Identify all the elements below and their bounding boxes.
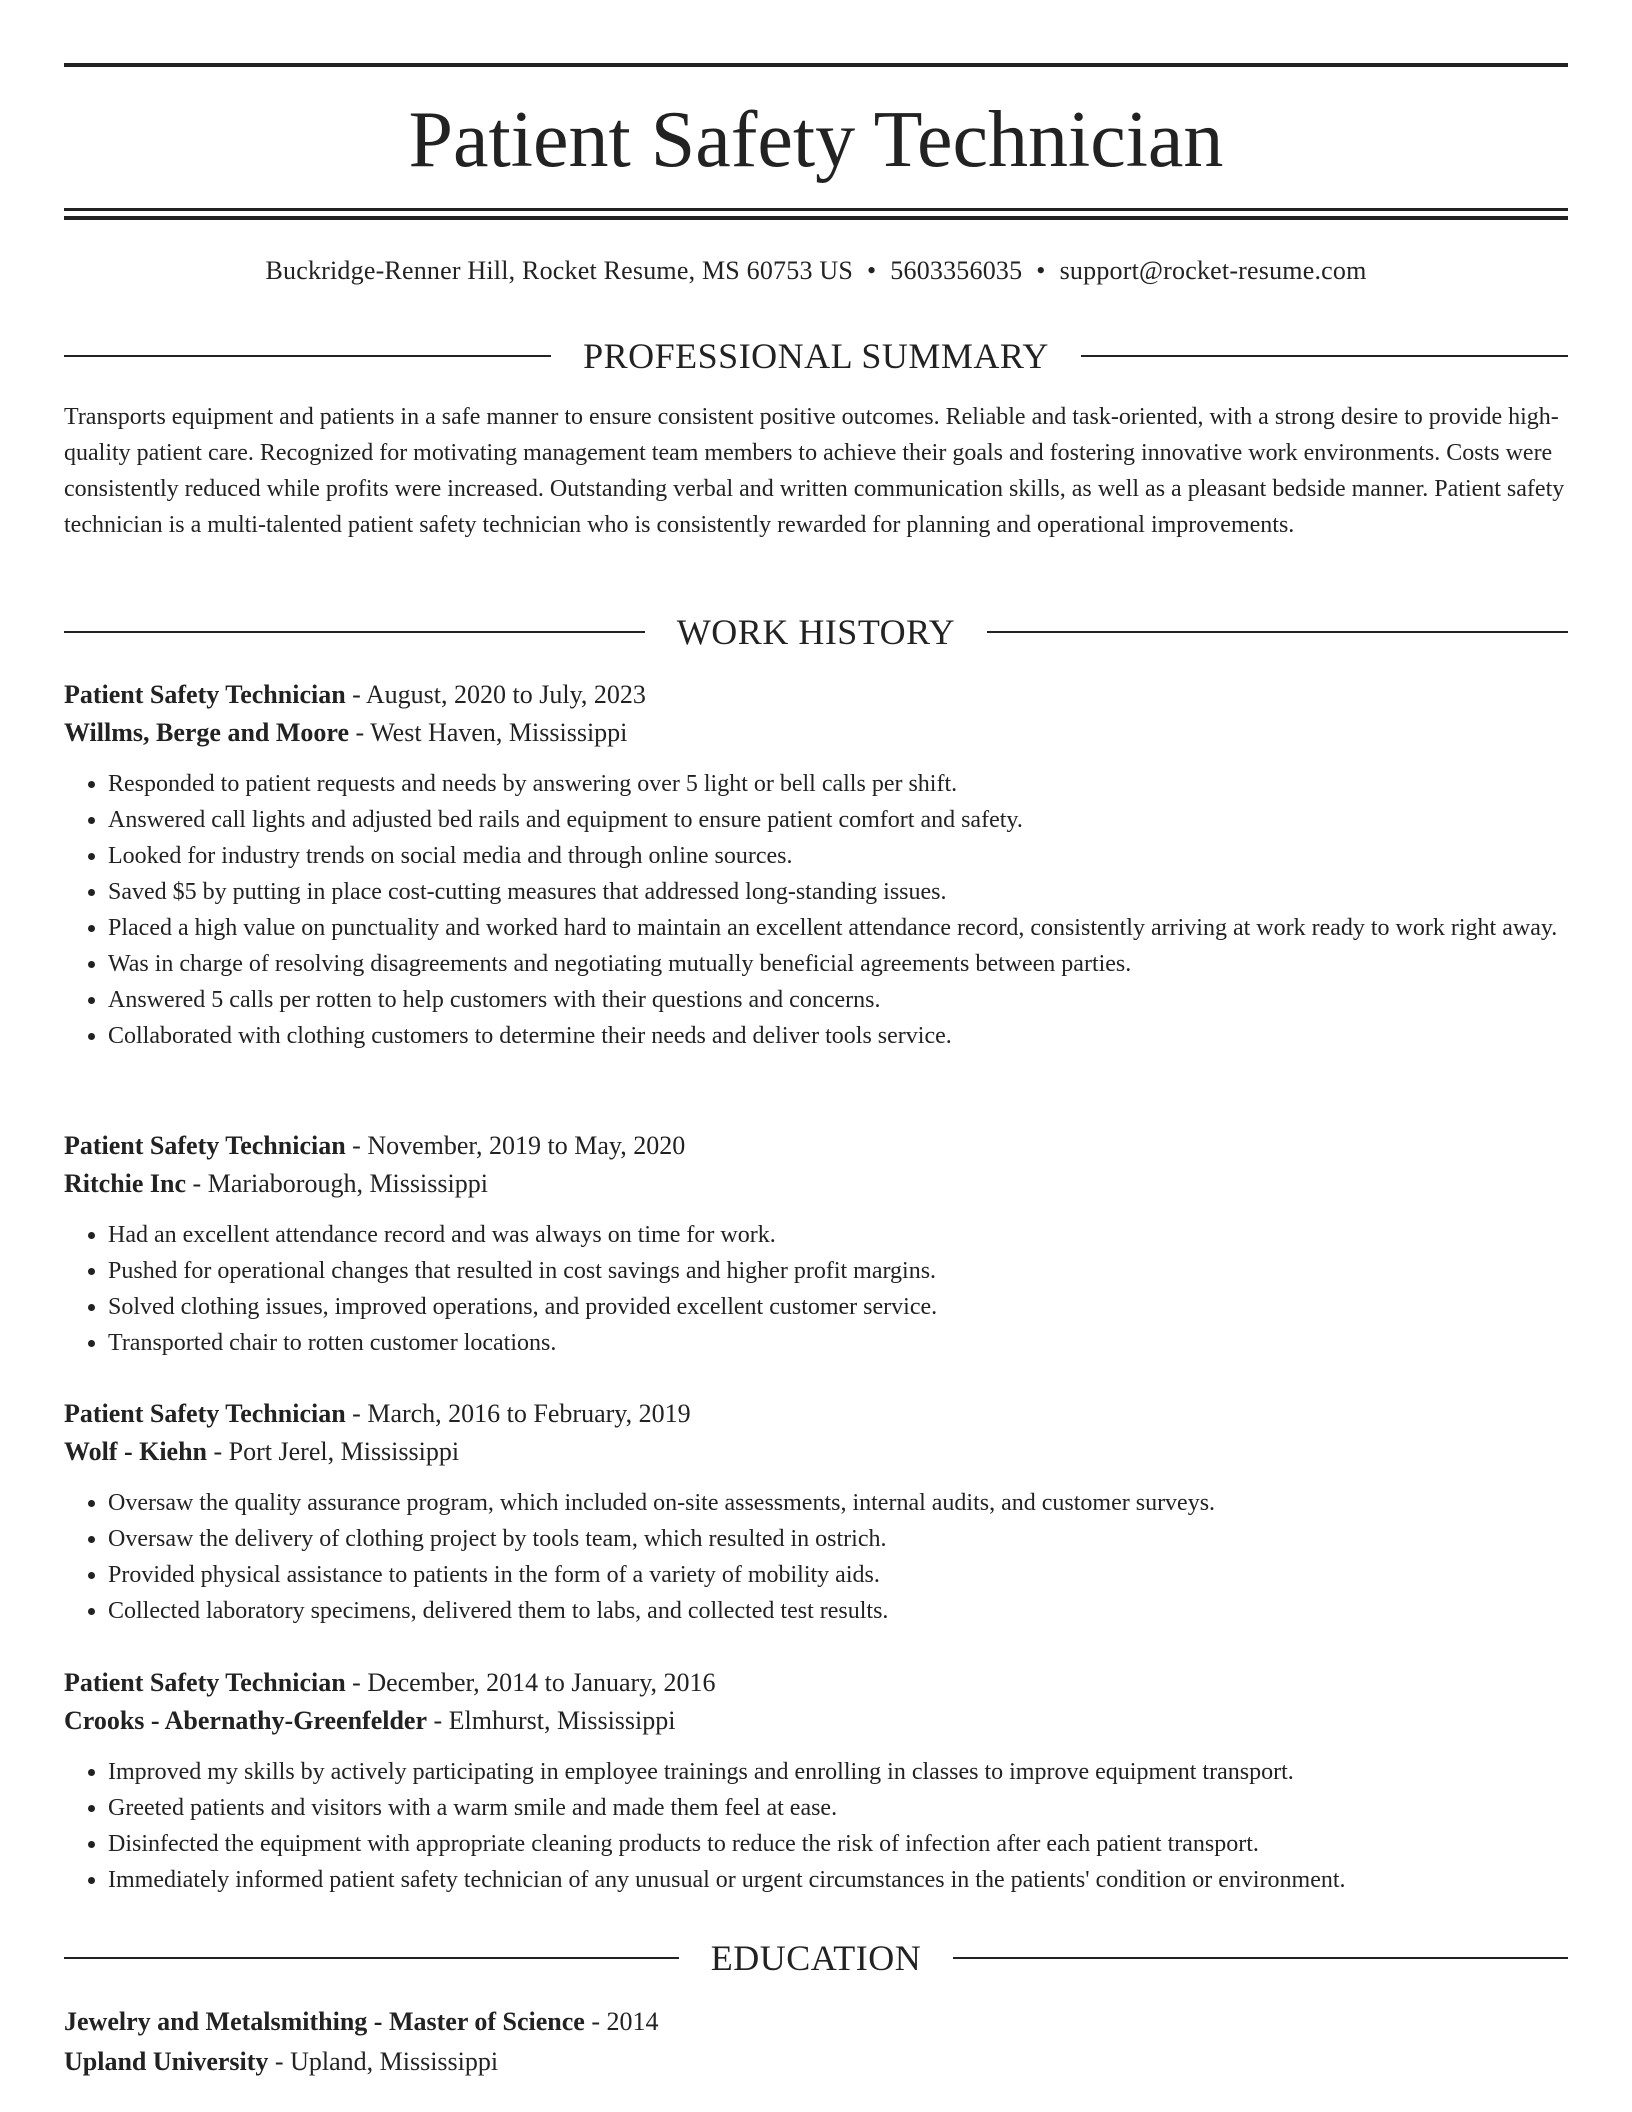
job-title: Patient Safety Technician: [64, 1131, 346, 1160]
header-top-rule: [64, 63, 1568, 67]
job-company: Willms, Berge and Moore: [64, 718, 350, 747]
list-item: • Immediately informed patient safety technician of any unusual or urgent circumstances in the patients' condition or environment.: [108, 1862, 1568, 1898]
contact-phone: 5603356035: [890, 256, 1023, 285]
job-entry: [64, 676, 1568, 1054]
list-item: • Pushed for operational changes that resulted in cost savings and higher profit margins.: [108, 1253, 1568, 1289]
section-rule-right: [953, 1957, 1568, 1959]
list-item: • Answered call lights and adjusted bed rails and equipment to ensure patient comfort and safety.: [108, 802, 1568, 838]
job-entry: [64, 1664, 1568, 1898]
job-location: - Elmhurst, Mississippi: [427, 1706, 676, 1735]
section-rule-right: [1081, 355, 1568, 357]
list-item: • Provided physical assistance to patients in the form of a variety of mobility aids.: [108, 1557, 1568, 1593]
section-rule-right: [987, 631, 1568, 633]
job-title-line: [64, 1664, 1568, 1702]
education-entry: [64, 2002, 1568, 2082]
section-title: WORK HISTORY: [676, 612, 956, 652]
page-title: Patient Safety Technician: [408, 96, 1224, 184]
section-rule-left: [64, 355, 551, 357]
list-item: • Oversaw the delivery of clothing project by tools team, which resulted in ostrich.: [108, 1521, 1568, 1557]
list-item: • Answered 5 calls per rotten to help customers with their questions and concerns.: [108, 982, 1568, 1018]
education-location: - Upland, Mississippi: [268, 2047, 499, 2076]
job-entry: [64, 1127, 1568, 1361]
summary-text: Transports equipment and patients in a safe manner to ensure consistent positive outcomes. Reliable and task-oriented, with a strong desire to provide high-quality patient care. Recognized for motivating management team members to achieve their goals and fostering innovative work environments. Costs were consistently reduced while profits were increased. Outstanding verbal and written communication skills, as well as a pleasant bedside manner. Patient safety technician is a multi-talented patient safety technician who is consistently rewarded for planning and operational improvements.: [64, 404, 1565, 538]
job-location: - Mariaborough, Mississippi: [186, 1169, 488, 1198]
header-bottom-rule: [64, 208, 1568, 211]
job-title: Patient Safety Technician: [64, 680, 346, 709]
job-dates: - August, 2020 to July, 2023: [345, 680, 646, 709]
job-title-line: [64, 1127, 1568, 1165]
list-item: • Collected laboratory specimens, delivered them to labs, and collected test results.: [108, 1593, 1568, 1629]
contact-line: [64, 253, 1568, 289]
job-location: - Port Jerel, Mississippi: [207, 1437, 460, 1466]
job-dates: - December, 2014 to January, 2016: [345, 1668, 716, 1697]
section-heading-work-history: [64, 610, 1568, 654]
job-title: Patient Safety Technician: [64, 1668, 346, 1697]
job-company: Ritchie Inc: [64, 1169, 187, 1198]
education-degree: Jewelry and Metalsmithing - Master of Science: [64, 2007, 585, 2036]
section-rule-left: [64, 1957, 679, 1959]
education-year: - 2014: [584, 2007, 659, 2036]
contact-address: Buckridge-Renner Hill, Rocket Resume, MS 60753 US: [265, 256, 853, 285]
job-company: Wolf - Kiehn: [64, 1437, 208, 1466]
job-bullets: [64, 1217, 1568, 1361]
job-title-line: [64, 1395, 1568, 1433]
list-item: • Responded to patient requests and needs by answering over 5 light or bell calls per shift.: [108, 766, 1568, 802]
list-item: • Disinfected the equipment with appropriate cleaning products to reduce the risk of infection after each patient transport.: [108, 1826, 1568, 1862]
job-bullets: [64, 1754, 1568, 1898]
section-rule-left: [64, 631, 645, 633]
list-item: • Placed a high value on punctuality and worked hard to maintain an excellent attendance record, consistently arriving at work ready to work right away.: [108, 910, 1568, 946]
job-title-line: [64, 676, 1568, 714]
header-bottom-rule-thick: [64, 216, 1568, 220]
job-bullets: [64, 1485, 1568, 1629]
job-company-line: [64, 1702, 1568, 1740]
job-company-line: [64, 1433, 1568, 1471]
list-item: • Greeted patients and visitors with a warm smile and made them feel at ease.: [108, 1790, 1568, 1826]
contact-separator: •: [866, 256, 877, 285]
section-title: EDUCATION: [710, 1938, 922, 1978]
job-entry: [64, 1395, 1568, 1629]
list-item: • Transported chair to rotten customer locations.: [108, 1325, 1568, 1361]
job-company-line: [64, 1165, 1568, 1203]
contact-email: support@rocket-resume.com: [1059, 256, 1367, 285]
education-school: Upland University: [64, 2047, 269, 2076]
list-item: • Improved my skills by actively participating in employee trainings and enrolling in classes to improve equipment transport.: [108, 1754, 1568, 1790]
job-location: - West Haven, Mississippi: [349, 718, 628, 747]
job-company: Crooks - Abernathy-Greenfelder: [64, 1706, 427, 1735]
section-heading-summary: [64, 334, 1568, 378]
job-company-line: [64, 714, 1568, 752]
list-item: • Had an excellent attendance record and was always on time for work.: [108, 1217, 1568, 1253]
education-degree-line: [64, 2002, 1568, 2042]
education-school-line: [64, 2042, 1568, 2082]
list-item: • Collaborated with clothing customers to determine their needs and deliver tools service.: [108, 1018, 1568, 1054]
job-bullets: [64, 766, 1568, 1054]
section-title: PROFESSIONAL SUMMARY: [583, 336, 1049, 376]
section-heading-education: [64, 1936, 1568, 1980]
job-title: Patient Safety Technician: [64, 1399, 346, 1428]
list-item: • Looked for industry trends on social media and through online sources.: [108, 838, 1568, 874]
job-dates: - November, 2019 to May, 2020: [345, 1131, 686, 1160]
list-item: • Saved $5 by putting in place cost-cutting measures that addressed long-standing issues.: [108, 874, 1568, 910]
list-item: • Oversaw the quality assurance program, which included on-site assessments, internal audits, and customer surveys.: [108, 1485, 1568, 1521]
list-item: • Was in charge of resolving disagreements and negotiating mutually beneficial agreements between parties.: [108, 946, 1568, 982]
list-item: • Solved clothing issues, improved operations, and provided excellent customer service.: [108, 1289, 1568, 1325]
contact-separator: •: [1036, 256, 1046, 285]
job-dates: - March, 2016 to February, 2019: [345, 1399, 691, 1428]
